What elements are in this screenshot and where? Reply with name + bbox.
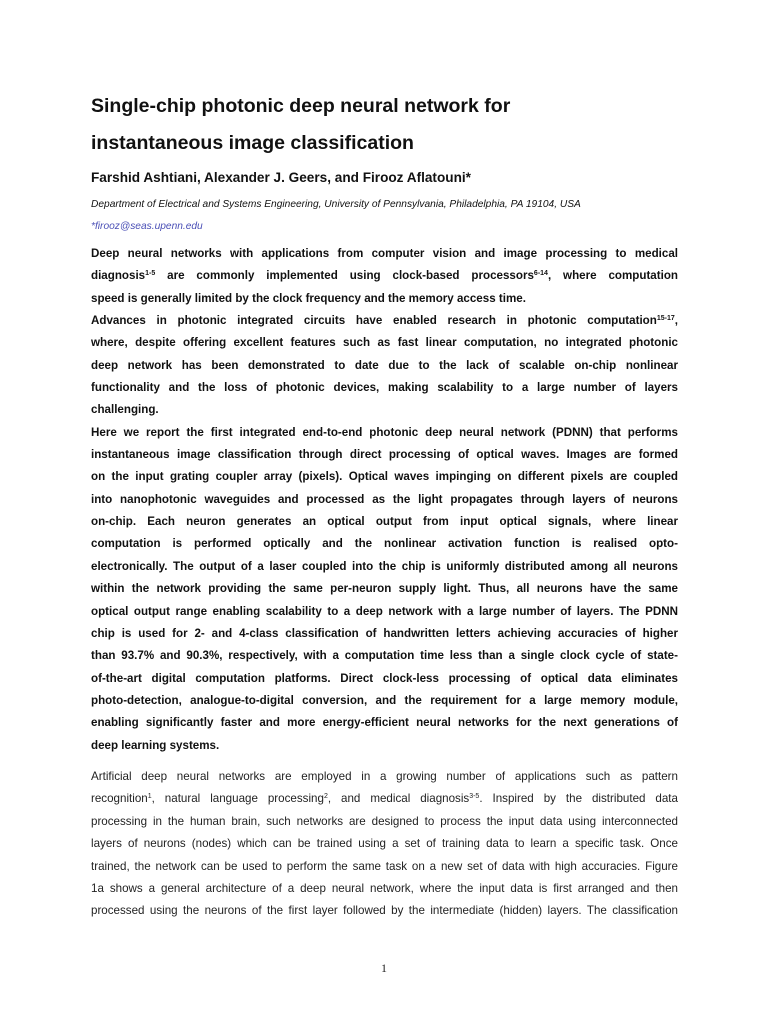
abstract-line: than 93.7% and 90.3%, respectively, with a computation time less than a single clock cycle of state-: [91, 649, 678, 663]
citation-ref: 6-14: [533, 270, 548, 278]
abstract-line: enabling significantly faster and more energy-efficient neural networks for the next generations of: [91, 716, 678, 730]
abstract-line: [91, 265, 678, 287]
text-run: , and medical diagnosis: [327, 792, 470, 806]
citation-ref: 1: [147, 793, 152, 801]
abstract-line: chip is used for 2- and 4-class classification of handwritten letters achieving accuracies of higher: [91, 626, 678, 640]
abstract-line: computation is performed optically and the nonlinear activation function is realised opto-: [91, 537, 678, 551]
text-run: Advances in photonic integrated circuits have enabled research in photonic computation: [91, 314, 657, 328]
abstract-line: challenging.: [91, 403, 159, 417]
body-line: processing in the human brain, such networks are designed to process the input data using interconnected: [91, 814, 678, 828]
text-run: are commonly implemented using clock-based processors: [155, 269, 534, 283]
body-line: layers of neurons (nodes) which can be trained using a set of training data to learn a specific task. Once: [91, 837, 678, 851]
body-line: Artificial deep neural networks are employed in a growing number of applications such as pattern: [91, 770, 678, 783]
text-run: recognition: [91, 792, 148, 806]
text-run: diagnosis: [91, 269, 146, 283]
abstract-line: electronically. The output of a laser coupled into the chip is uniformly distributed among all neurons: [91, 559, 678, 573]
text-run: . Inspired by the distributed data: [479, 792, 678, 806]
abstract-line: Deep neural networks with applications from computer vision and image processing to medical: [91, 247, 678, 260]
abstract-line: instantaneous image classification through direct processing of optical waves. Images are formed: [91, 448, 678, 462]
abstract-line: on-chip. Each neuron generates an optical output from input optical signals, where linear: [91, 515, 678, 529]
corresponding-email: *firooz@seas.upenn.edu: [91, 221, 203, 232]
abstract-line: into nanophotonic waveguides and processed as the light propagates through layers of neurons: [91, 492, 678, 506]
citation-ref: 15-17: [656, 315, 675, 323]
abstract-line: deep learning systems.: [91, 738, 220, 752]
abstract-line: where, despite offering excellent features such as fast linear computation, no integrated photonic: [91, 336, 678, 350]
body-line: processed using the neurons of the first layer followed by the intermediate (hidden) layers. The classification: [91, 904, 678, 918]
text-run: , natural language processing: [151, 792, 324, 806]
abstract-line: of-the-art digital computation platforms. Direct clock-less processing of optical data eliminates: [91, 671, 678, 685]
body-paragraph: [91, 766, 678, 923]
citation-ref: 3-5: [469, 793, 480, 801]
title-line: Single-chip photonic deep neural network for: [91, 95, 511, 117]
author-list: Farshid Ashtiani, Alexander J. Geers, and Firooz Aflatouni*: [91, 170, 471, 185]
affiliation: Department of Electrical and Systems Engineering, University of Pennsylvania, Philadelphia, PA 19104, USA: [91, 199, 581, 210]
page-number: 1: [381, 961, 387, 975]
abstract-line: within the network providing the same per-neuron supply light. Thus, all neurons have the same: [91, 582, 678, 596]
abstract-line: speed is generally limited by the clock frequency and the memory access time.: [91, 291, 526, 305]
abstract-line: [91, 310, 678, 332]
abstract-line: deep network has been demonstrated to date due to the lack of scalable on-chip nonlinear: [91, 358, 678, 372]
abstract-line: on the input grating coupler array (pixels). Optical waves impinging on different pixels are coupled: [91, 470, 678, 484]
abstract-line: photo-detection, analogue-to-digital conversion, and the requirement for a large memory module,: [91, 693, 678, 707]
paper-title: [91, 88, 691, 162]
abstract: [91, 243, 678, 757]
abstract-line: functionality and the loss of photonic devices, making scalability to a large number of layers: [91, 381, 678, 395]
text-run: , where computation: [547, 269, 678, 283]
text-run: ,: [674, 314, 678, 328]
abstract-line: optical output range enabling scalability to a deep network with a large number of layers. The PDNN: [91, 604, 678, 618]
body-line: [91, 788, 678, 810]
citation-ref: 2: [323, 793, 328, 801]
title-line: instantaneous image classification: [91, 132, 414, 154]
abstract-line: Here we report the first integrated end-to-end photonic deep neural network (PDNN) that performs: [91, 425, 678, 439]
citation-ref: 1-5: [145, 270, 156, 278]
body-line: 1a shows a general architecture of a deep neural network, where the input data is first arranged and then: [91, 882, 678, 896]
body-line: trained, the network can be used to perform the same task on a new set of data with high accuracies. Figure: [91, 859, 678, 873]
